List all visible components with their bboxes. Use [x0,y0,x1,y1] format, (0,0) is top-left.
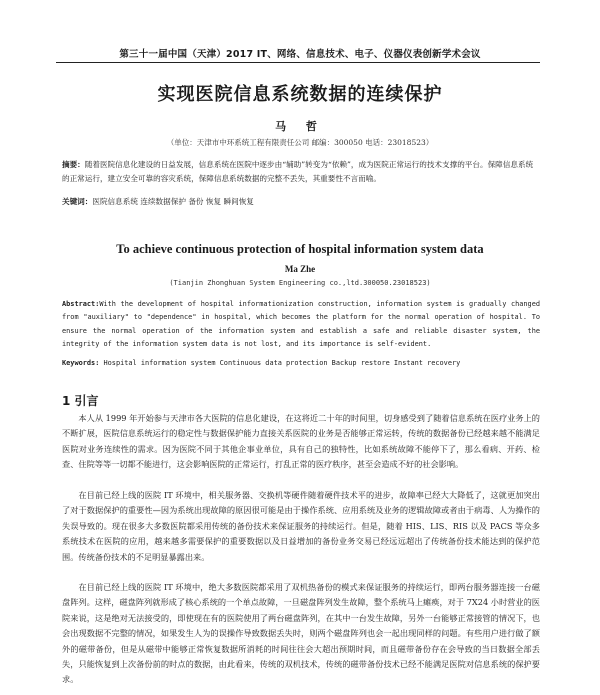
header-rule [56,62,540,63]
chinese-abstract-text: 随着医院信息化建设的日益发展，信息系统在医院中逐步由“辅助”转变为“依赖”，成为医院正常运行的技术支撑的平台。保障信息系统的正常运行，建立安全可靠的容灾系统，保障信息系统数据的完整不丢失，其重要性不言而喻。 [62,160,534,183]
english-abstract-label: Abstract: [62,300,100,308]
english-title: To achieve continuous protection of hospital information system data [116,242,484,256]
chinese-abstract-label: 摘要： [62,160,85,169]
body-paragraph-3: 在目前已经上线的医院 IT 环境中，绝大多数医院都采用了双机热备份的模式来保证服务的持续运行，即两台服务器连接一台磁盘阵列。这样，磁盘阵列就形成了核心系统的一个单点故障，一旦磁盘阵列发生故障，整个系统马上瘫痪，对于 7X24 小时营业的医院来说，这是绝对无法接受的，即使现在有的医院使用了两台磁盘阵列，在其中一台发生故障，另外一台能够正常接管的情况下，也会出现数据不完整的情况，如果发生人为的误操作导致数据丢失时，则两个磁盘阵列也会一起出现同样的问题。有些用户进行做了额外的磁带备份，但是从磁带中能够正常恢复数据所消耗的时间往往会大超出预期时间，而且磁带备份存在会导致的当日数据全部丢失，只能恢复到上次备份前的时点的数据，由此看来，传统的双机技术，传统的磁带备份技术已经不能满足医院对信息系统的保护要求。 [62,582,540,685]
chinese-keywords-label: 关键词： [62,197,93,206]
chinese-author: 马 哲 [275,120,325,133]
chinese-abstract [62,158,540,185]
conference-header: 第三十一届中国（天津）2017 IT、网络、信息技术、电子、仪器仪表创新学术会议 [119,49,481,60]
english-abstract-text: With the development of hospital informationization construction, information system is gradually changed from "auxiliary" to "dependence" in hospital, which becomes the platform for the normal operation of hospital. To ensure the normal operation of the information system and establish a safe and reliable disaster system, the integrity of the information system data is not lost, and its importance is self-evident. [62,300,540,348]
body-paragraph-2: 在目前已经上线的医院 IT 环境中，相关服务器、交换机等硬件随着硬件技术平的进步，故障率已经大大降低了，这就更加突出了对于数据保护的重要性—因为系统出现故障的原因很可能是由于操作系统、应用系统及业务的逻辑故障或者由于病毒、人为操作的失误导致的。现在很多大多数医院都采用传统的备份技术来保证服务的持续运行。但是，随着 HIS、LIS、RIS 以及 PACS 等众多系统技术在医院的应用，越来越多需要保护的重要数据以及日益增加的备份业务交易已经远远超出了传统备份技术能达到的保护范围。传统备份技术的不足明显暴露出来。 [62,490,540,562]
english-keywords [62,359,540,367]
chinese-keywords [62,196,540,207]
chinese-keywords-text: 医院信息系统 连续数据保护 备份 恢复 瞬间恢复 [92,197,254,206]
chinese-title: 实现医院信息系统数据的连续保护 [157,84,443,105]
chinese-affiliation: （单位：天津市中环系统工程有限责任公司 邮编：300050 电话：23018523） [166,138,434,147]
english-keywords-text: Hospital information system Continuous data protection Backup restore Instant recovery [103,359,461,367]
english-abstract [62,298,540,351]
english-keywords-label: Keywords: [62,359,100,367]
english-affiliation: (Tianjin Zhonghuan System Engineering co.,ltd.300050.23018523) [169,279,431,287]
body-paragraph-1: 本人从 1999 年开始参与天津市各大医院的信息化建设，在这将近二十年的时间里，切身感受到了随着信息系统在医疗业务上的不断扩展，医院信息系统运行的稳定性与数据保护能力直接关系医院的业务是否能够正常运转，传统的数据备份已经越来越不能满足医院对业务连续性的需求。因为医院不同于其他企事业单位，具有自己的独特性，比如系统故障不能停下了，那么看病、开药、检查、住院等等一切都不能进行，这会影响医院的正常运行，打乱正常的医疗秩序，甚至会造成不好的社会影响。 [62,413,540,470]
english-author: Ma Zhe [284,264,316,274]
section-heading-introduction: 1 引言 [62,394,99,408]
